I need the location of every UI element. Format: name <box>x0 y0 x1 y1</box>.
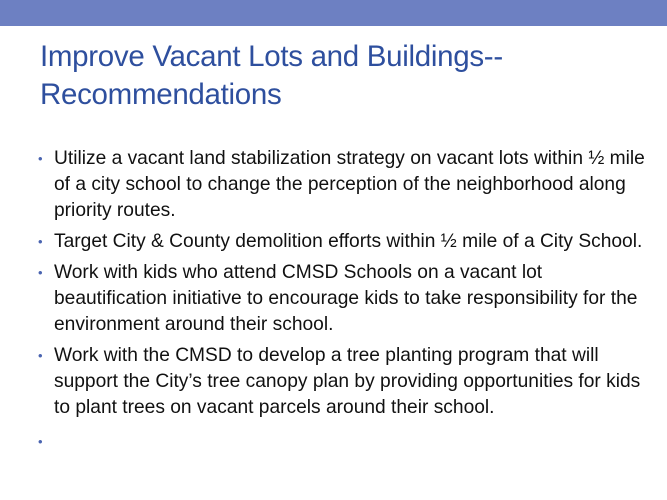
bullet-dot-icon: • <box>38 151 43 166</box>
bullet-item <box>38 260 648 338</box>
bullet-text: Work with kids who attend CMSD Schools on a vacant lot beautification initiative to encourage kids to take responsibility for the environment around their school. <box>54 262 638 335</box>
bullet-text: Utilize a vacant land stabilization strategy on vacant lots within ½ mile of a city school to change the perception of the neighborhood along priority routes. <box>54 148 645 221</box>
slide-title: Improve Vacant Lots and Buildings--Recommendations <box>40 40 503 111</box>
bullet-text: Target City & County demolition efforts within ½ mile of a City School. <box>54 231 643 252</box>
bullet-text: Work with the CMSD to develop a tree planting program that will support the City’s tree canopy plan by providing opportunities for kids to plant trees on vacant parcels around their school. <box>54 345 641 418</box>
bullet-item <box>38 229 648 255</box>
bullet-dot-icon: • <box>38 434 43 449</box>
bullet-dot-icon: • <box>38 348 43 363</box>
bullet-item-empty <box>38 429 648 455</box>
bullet-item <box>38 343 648 421</box>
top-accent-bar <box>0 0 667 26</box>
bullet-list <box>38 146 648 460</box>
bullet-item <box>38 146 648 224</box>
bullet-dot-icon: • <box>38 265 43 280</box>
bullet-dot-icon: • <box>38 234 43 249</box>
